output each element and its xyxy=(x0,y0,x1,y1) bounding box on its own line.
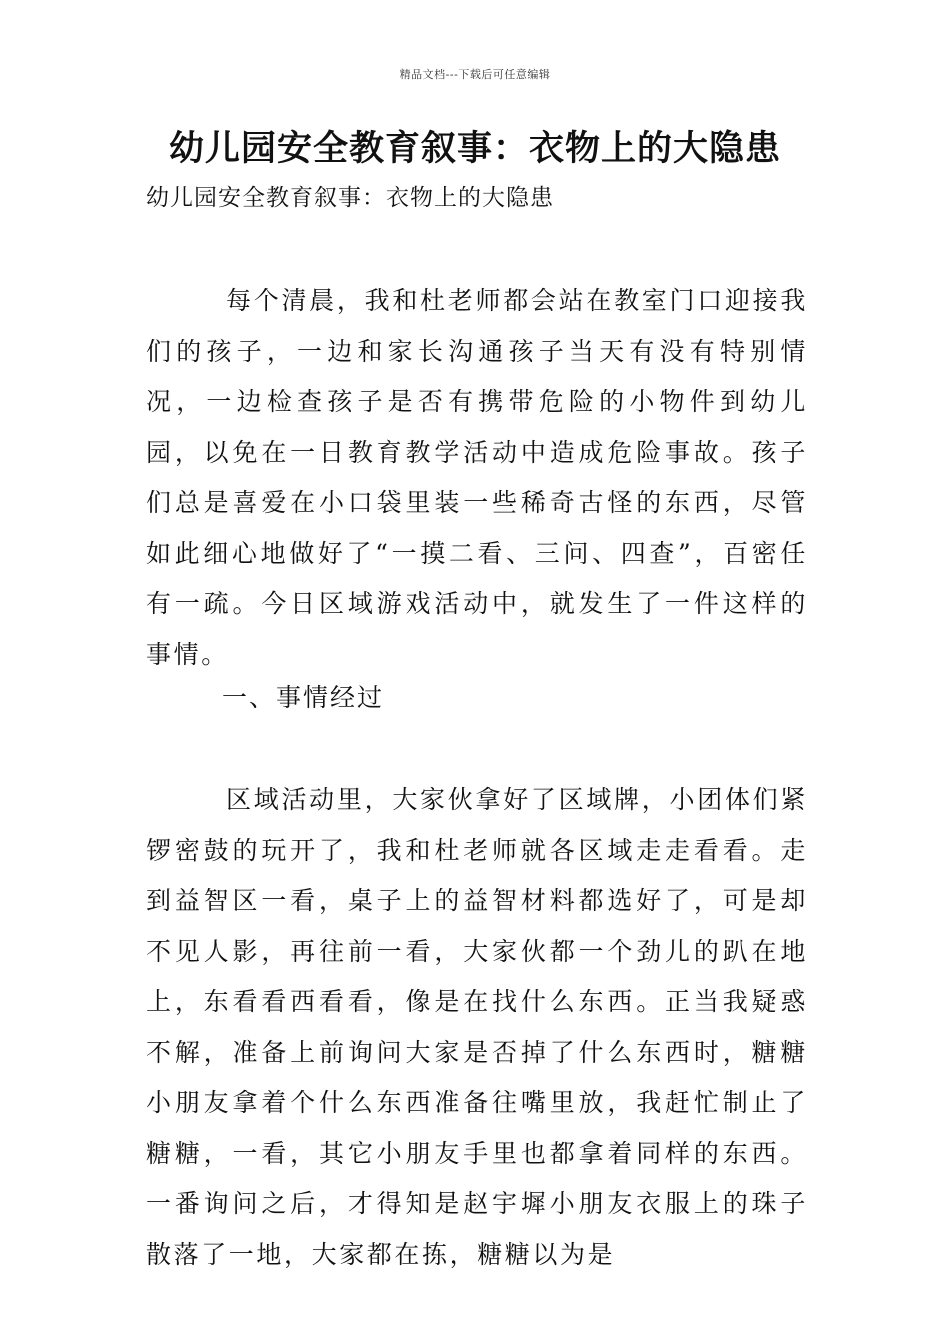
page-subtitle: 幼儿园安全教育叙事：衣物上的大隐患 xyxy=(146,185,554,211)
section-heading: 一、事情经过 xyxy=(222,683,385,712)
body-paragraph: 区域活动里，大家伙拿好了区域牌，小团体们紧锣密鼓的玩开了，我和杜老师就各区域走走看看。走到益智区一看，桌子上的益智材料都选好了，可是却不见人影，再往前一看，大家伙都一个劲儿的趴在地上，东看看西看看，像是在找什么东西。正当我疑惑不解，准备上前询问大家是否掉了什么东西时，糖糖小朋友拿着个什么东西准备往嘴里放，我赶忙制止了糖糖，一看，其它小朋友手里也都拿着同样的东西。一番询问之后，才得知是赵宇墀小朋友衣服上的珠子散落了一地，大家都在拣，糖糖以为是 xyxy=(146,785,808,1269)
page-title: 幼儿园安全教育叙事：衣物上的大隐患 xyxy=(168,129,781,169)
intro-paragraph: 每个清晨，我和杜老师都会站在教室门口迎接我们的孩子，一边和家长沟通孩子当天有没有特别情况，一边检查孩子是否有携带危险的小物件到幼儿园，以免在一日教育教学活动中造成危险事故。孩子们总是喜爱在小口袋里装一些稀奇古怪的东西，尽管如此细心地做好了“一摸二看、三问、四查”，百密任有一疏。今日区域游戏活动中，就发生了一件这样的事情。 xyxy=(146,286,808,669)
header-note: 精品文档---下载后可任意编辑 xyxy=(399,68,551,81)
